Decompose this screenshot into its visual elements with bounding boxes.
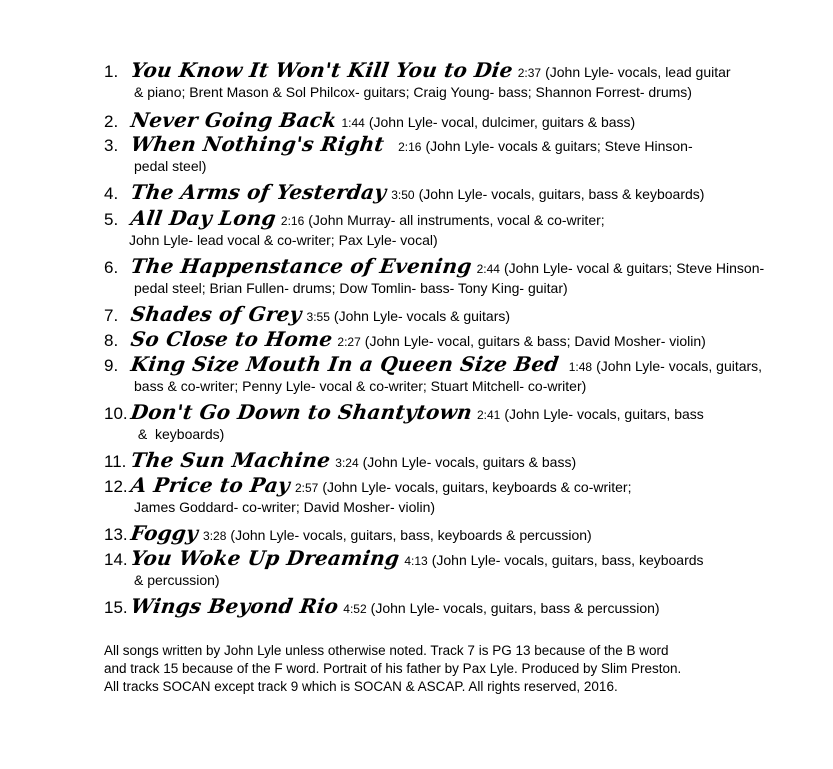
track-item (104, 180, 804, 206)
track-credits-continued: & piano; Brent Mason & Sol Philcox- guitars; Craig Young- bass; Shannon Forrest- drums) (134, 84, 692, 100)
track-item (104, 448, 804, 473)
track-item (104, 352, 804, 400)
track-title: Foggy (129, 521, 200, 545)
track-duration: 4:52 (343, 602, 367, 616)
track-duration: 3:55 (306, 310, 330, 324)
track-credits: (John Lyle- vocals, guitars & bass) (362, 454, 577, 470)
track-credits: (John Lyle- vocals, guitars, bass, keyboards (431, 552, 704, 568)
track-number: 13. (104, 525, 128, 544)
track-item (104, 132, 804, 180)
track-duration: 2:41 (476, 408, 501, 422)
track-item (104, 546, 804, 594)
track-item (104, 302, 804, 327)
track-credits-continued: & keyboards) (134, 426, 225, 442)
notes-line: and track 15 because of the F word. Portrait of his father by Pax Lyle. Produced by Slim Preston. (104, 661, 682, 676)
track-item (104, 327, 804, 352)
track-number: 11. (104, 452, 127, 471)
track-title: Wings Beyond Rio (129, 594, 340, 618)
track-duration: 2:16 (398, 140, 422, 154)
track-title: The Happenstance of Evening (129, 254, 474, 278)
track-title: You Woke Up Dreaming (129, 546, 402, 570)
track-title: You Know It Won't Kill You to Die (129, 58, 515, 82)
track-credits: (John Murray- all instruments, vocal & co-writer; (308, 212, 605, 228)
track-title: The Sun Machine (129, 448, 332, 472)
track-duration: 3:28 (203, 529, 227, 543)
track-credits: (John Lyle- vocals, guitars, bass (504, 406, 704, 422)
track-credits: (John Lyle- vocal & guitars; Steve Hinson- (503, 260, 765, 276)
track-credits-continued: & percussion) (134, 572, 220, 588)
album-notes (104, 642, 824, 696)
track-item (104, 594, 804, 619)
track-credits: (John Lyle- vocals & guitars; Steve Hinson- (425, 138, 693, 154)
track-title: The Arms of Yesterday (129, 180, 388, 204)
track-credits: (John Lyle- vocal, dulcimer, guitars & bass) (368, 114, 636, 130)
track-title: So Close to Home (129, 327, 335, 351)
track-number: 15. (104, 598, 128, 617)
track-duration: 2:37 (517, 66, 542, 80)
track-title: King Size Mouth In a Queen Size Bed (129, 352, 561, 376)
track-title: Shades of Grey (129, 302, 304, 326)
track-duration: 2:27 (337, 335, 361, 349)
track-item (104, 108, 804, 132)
track-list (104, 58, 804, 619)
track-credits-continued: John Lyle- lead vocal & co-writer; Pax Lyle- vocal) (129, 232, 438, 248)
track-title: A Price to Pay (129, 473, 292, 497)
track-number: 4. (104, 184, 119, 203)
track-credits: (John Lyle- vocals & guitars) (333, 308, 511, 324)
track-number: 14. (104, 550, 128, 569)
track-credits: (John Lyle- vocals, guitars, (596, 358, 763, 374)
track-credits-continued: James Goddard- co-writer; David Mosher- violin) (134, 499, 436, 515)
track-item (104, 58, 804, 108)
track-duration: 1:48 (568, 360, 593, 374)
track-title: Never Going Back (129, 108, 339, 132)
notes-line: All songs written by John Lyle unless otherwise noted. Track 7 is PG 13 because of the B word (104, 643, 669, 658)
track-title: All Day Long (129, 206, 278, 230)
track-title: Don't Go Down to Shantytown (129, 400, 474, 424)
track-credits: (John Lyle- vocals, guitars, bass, keyboards & percussion) (230, 527, 592, 543)
track-number: 10. (104, 404, 128, 423)
track-duration: 1:44 (341, 116, 365, 130)
track-item (104, 206, 804, 254)
track-number: 12. (104, 477, 128, 496)
track-credits: (John Lyle- vocals, guitars, bass & keyboards) (418, 186, 705, 202)
track-item (104, 400, 804, 448)
track-credits-continued: pedal steel) (134, 158, 207, 174)
track-number: 5. (104, 210, 119, 229)
track-credits: (John Lyle- vocals, lead guitar (545, 64, 731, 80)
track-number: 1. (104, 62, 119, 81)
track-number: 9. (104, 356, 119, 375)
track-credits-continued: pedal steel; Brian Fullen- drums; Dow Tomlin- bass- Tony King- guitar) (134, 280, 568, 296)
track-duration: 2:44 (476, 262, 500, 276)
track-credits-continued: bass & co-writer; Penny Lyle- vocal & co-writer; Stuart Mitchell- co-writer) (134, 378, 587, 394)
track-number: 7. (104, 306, 119, 325)
track-credits: (John Lyle- vocal, guitars & bass; David Mosher- violin) (364, 333, 706, 349)
track-item (104, 254, 804, 302)
track-credits: (John Lyle- vocals, guitars, keyboards & co-writer; (322, 479, 632, 495)
track-number: 6. (104, 258, 119, 277)
track-duration: 2:57 (294, 481, 319, 495)
track-duration: 2:16 (280, 214, 305, 228)
track-number: 3. (104, 136, 119, 155)
track-item (104, 473, 804, 521)
track-duration: 4:13 (404, 554, 428, 568)
track-duration: 3:50 (391, 188, 415, 202)
track-number: 8. (104, 331, 119, 350)
track-number: 2. (104, 112, 119, 131)
track-title: When Nothing's Right (129, 132, 386, 156)
track-item (104, 521, 804, 546)
track-credits: (John Lyle- vocals, guitars, bass & percussion) (370, 600, 660, 616)
track-duration: 3:24 (335, 456, 359, 470)
notes-line: All tracks SOCAN except track 9 which is SOCAN & ASCAP. All rights reserved, 2016. (104, 679, 618, 694)
